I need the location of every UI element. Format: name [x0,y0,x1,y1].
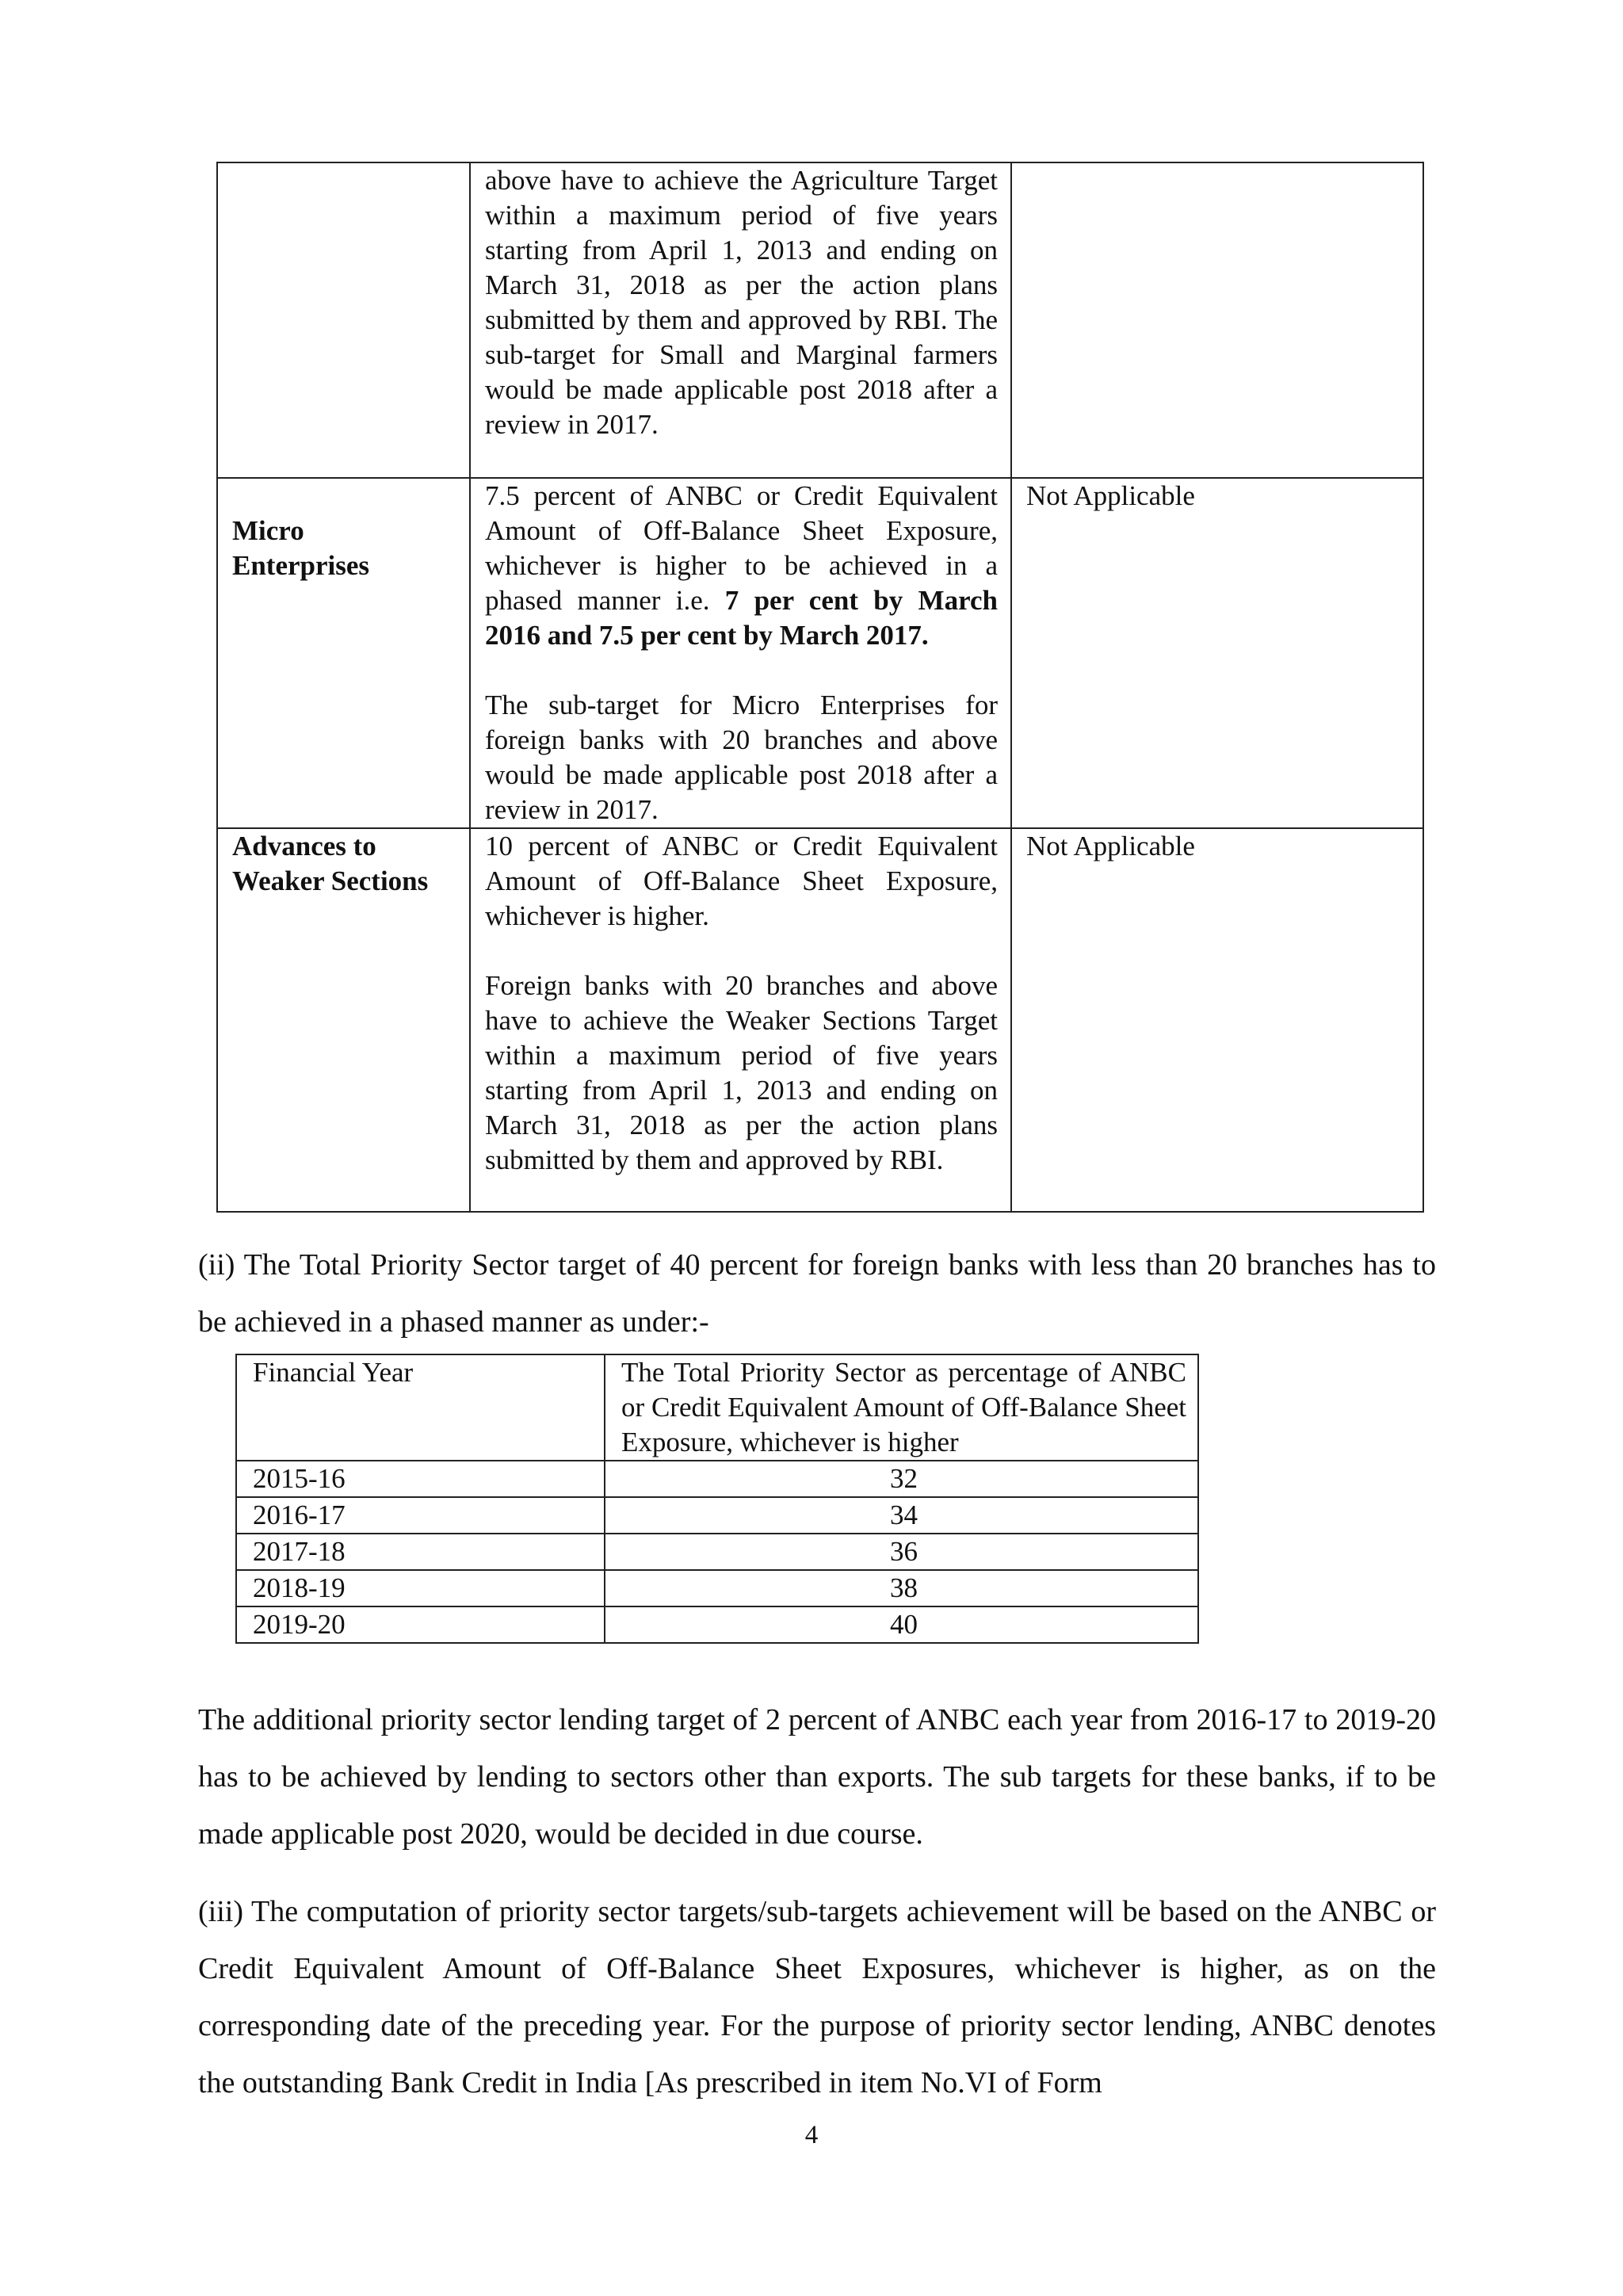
table-row [236,1461,1198,1497]
table-row [236,1534,1198,1570]
target-cell [470,828,1011,1212]
sector-label-line2: Weaker Sections [232,865,429,896]
year-cell: 2017-18 [236,1534,605,1570]
year-cell: 2018-19 [236,1570,605,1606]
paragraph-additional-target: The additional priority sector lending target of 2 percent of ANBC each year from 2016-17 to 2019-20 has to be achieved by lending to sectors other than exports. The sub targets for these banks, if to be made applicable post 2020, would be decided in due course. [198,1703,1436,1851]
header-financial-year: Financial Year [236,1354,605,1461]
table-row [236,1606,1198,1643]
sector-cell [217,478,470,828]
sector-label-line1: Advances to [232,831,376,861]
target-value-cell: 36 [605,1534,1198,1570]
header-total-priority-sector: The Total Priority Sector as percentage of ANBC or Credit Equivalent Amount of Off-Balance Sheet Exposure, whichever is higher [605,1354,1198,1461]
target-subtext: The sub-target for Micro Enterprises for foreign banks with 20 branches and above would be made applicable post 2018 after a review in 2017. [485,690,998,825]
target-text: above have to achieve the Agriculture Target within a maximum period of five years starting from April 1, 2013 and ending on March 31, 2018 as per the action plans submitted by them and approved by RBI. The sub-target for Small and Marginal farmers would be made applicable post 2018 after a review in 2017. [485,165,998,440]
sector-label-line1: Micro [232,515,304,546]
target-cell [470,478,1011,828]
target-value-cell: 32 [605,1461,1198,1497]
note-cell: Not Applicable [1011,478,1423,828]
sub-targets-table [216,162,1424,1213]
year-cell: 2015-16 [236,1461,605,1497]
target-cell [470,162,1011,478]
target-text-plain: 7.5 percent of ANBC or Credit Equivalent Amount of Off-Balance Sheet Exposure, whichever is higher to be achieved in a phased manner i.e. [485,480,998,616]
page-number: 4 [804,2121,819,2149]
sector-label-line2: Enterprises [232,550,370,581]
paragraph-ii: (ii) The Total Priority Sector target of 40 percent for foreign banks with less than 20 branches has to be achieved in a phased manner as under:- [198,1248,1436,1339]
target-value-cell: 34 [605,1497,1198,1534]
sector-cell [217,828,470,1212]
target-value-cell: 38 [605,1570,1198,1606]
table-row-weaker-sections [217,828,1423,1212]
paragraph-iii: (iii) The computation of priority sector targets/sub-targets achievement will be based on the ANBC or Credit Equivalent Amount of Off-Balance Sheet Exposures, whichever is higher, as on the corresponding date of the preceding year. For the purpose of priority sector lending, ANBC denotes the outstanding Bank Credit in India [As prescribed in item No.VI of Form [198,1895,1436,2099]
table-row [236,1570,1198,1606]
target-text: 10 percent of ANBC or Credit Equivalent Amount of Off-Balance Sheet Exposure, whichever is higher. [485,831,998,931]
target-text-bold: 7 per cent by March 2016 and 7.5 per cent by March 2017. [485,585,998,651]
target-subtext: Foreign banks with 20 branches and above have to achieve the Weaker Sections Target within a maximum period of five years starting from April 1, 2013 and ending on March 31, 2018 as per the action plans submitted by them and approved by RBI. [485,970,998,1175]
phased-targets-table [235,1354,1199,1644]
table-row-micro-enterprises [217,478,1423,828]
table-header-row [236,1354,1198,1461]
table-row [236,1497,1198,1534]
note-cell [1011,162,1423,478]
target-value-cell: 40 [605,1606,1198,1643]
sector-cell [217,162,470,478]
note-cell: Not Applicable [1011,828,1423,1212]
year-cell: 2016-17 [236,1497,605,1534]
table-row-agriculture-continued [217,162,1423,478]
target-text [485,479,998,653]
year-cell: 2019-20 [236,1606,605,1643]
